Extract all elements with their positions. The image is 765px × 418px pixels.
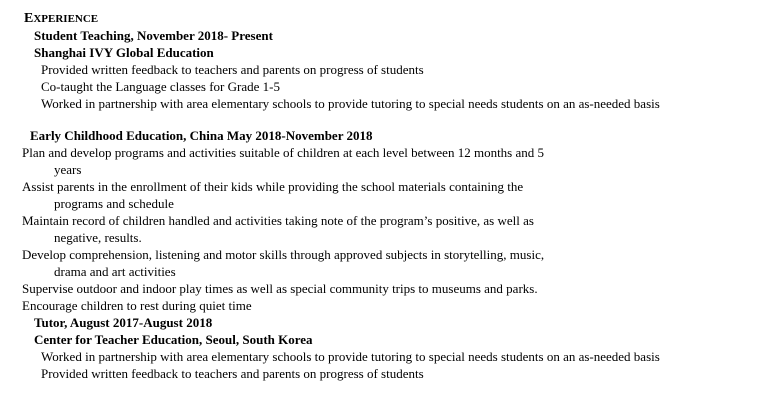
section-heading bbox=[24, 9, 98, 28]
job3-organization: Center for Teacher Education, Seoul, South Korea bbox=[34, 332, 313, 347]
job1-bullet: Worked in partnership with area elementary schools to provide tutoring to special needs students on an as-needed basis bbox=[41, 96, 660, 111]
job2-duty: Plan and develop programs and activities suitable of children at each level between 12 months and 5 bbox=[22, 145, 545, 160]
job2-duty-continuation: years bbox=[54, 162, 82, 177]
job1-position: Student Teaching, November 2018- Present bbox=[34, 28, 273, 43]
job3-bullet: Worked in partnership with area elementary schools to provide tutoring to special needs students on an as-needed basis bbox=[41, 349, 660, 364]
section-heading-rest: XPERIENCE bbox=[33, 13, 99, 25]
job1-bullet: Provided written feedback to teachers and parents on progress of students bbox=[41, 62, 424, 77]
job2-duty: Develop comprehension, listening and motor skills through approved subjects in storytelling, music, bbox=[22, 247, 545, 262]
job3-bullet: Provided written feedback to teachers and parents on progress of students bbox=[41, 366, 424, 381]
job1-organization: Shanghai IVY Global Education bbox=[34, 45, 214, 60]
job2-duty: Encourage children to rest during quiet time bbox=[22, 298, 252, 313]
job2-duty: Assist parents in the enrollment of their kids while providing the school materials containing the bbox=[22, 179, 524, 194]
job2-duty: Maintain record of children handled and activities taking note of the program’s positive, as well as bbox=[22, 213, 534, 228]
job2-duty-continuation: programs and schedule bbox=[54, 196, 174, 211]
job3-position: Tutor, August 2017-August 2018 bbox=[34, 315, 213, 330]
job1-bullet: Co-taught the Language classes for Grade 1-5 bbox=[41, 79, 280, 94]
job2-duty: Supervise outdoor and indoor play times as well as special community trips to museums and parks. bbox=[22, 281, 538, 296]
job2-duty-continuation: negative, results. bbox=[54, 230, 142, 245]
job2-duty-continuation: drama and art activities bbox=[54, 264, 176, 279]
section-heading-initial: E bbox=[24, 11, 34, 26]
job2-heading: Early Childhood Education, China May 2018-November 2018 bbox=[30, 128, 373, 143]
